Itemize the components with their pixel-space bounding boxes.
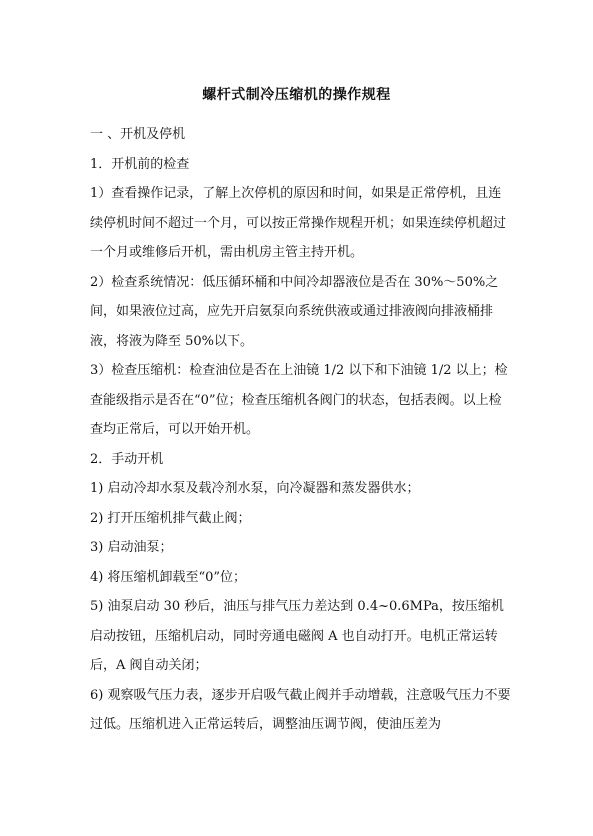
step-item: 4) 将压缩机卸载至“0”位； xyxy=(90,569,247,585)
paragraph: 1）查看操作记录，了解上次停机的原因和时间，如果是正常停机，且连续停机时间不超过一个月，可以按正常操作规程开机；如果连续停机超过一个月或维修后开机，需由机房主管主持开机。 xyxy=(90,186,507,260)
paragraph: 3）检查压缩机：检查油位是否在上油镜 1/2 以下和下油镜 1/2 以上；检查能级指示是否在“0”位；检查压缩机各阀门的状态，包括表阀。以上检查均正常后，可以开始开机。 xyxy=(90,363,508,437)
paragraph: 2）检查系统情况：低压循环桶和中间冷却器液位是否在 30%～50%之间，如果液位过高，应先开启氨泵向系统供液或通过排液阀向排液桶排液，将液为降至 50%以下。 xyxy=(90,274,499,349)
step-item: 6) 观察吸气压力表，逐步开启吸气截止阀并手动增载，注意吸气压力不要过低。压缩机进入正常运转后，调整油压调节阀，使油压差为 xyxy=(90,687,511,732)
document-title: 螺杆式制冷压缩机的操作规程 xyxy=(202,87,391,103)
step-item: 1) 启动冷却水泵及载冷剂水泵，向冷凝器和蒸发器供水； xyxy=(90,481,420,496)
document-body xyxy=(90,120,513,740)
step-item: 5) 油泵启动 30 秒后，油压与排气压力差达到 0.4~0.6MPa，按压缩机启动按钮，压缩机启动，同时旁通电磁阀 A 也自动打开。电机正常运转后，A 阀自动关闭； xyxy=(90,599,504,673)
subsection-heading: 1．开机前的检查 xyxy=(90,156,190,172)
subsection-heading: 2．手动开机 xyxy=(90,451,164,467)
step-item: 3) 启动油泵； xyxy=(90,540,173,555)
step-item: 2) 打开压缩机排气截止阀； xyxy=(90,510,251,526)
section-heading: 一 、开机及停机 xyxy=(90,127,186,142)
